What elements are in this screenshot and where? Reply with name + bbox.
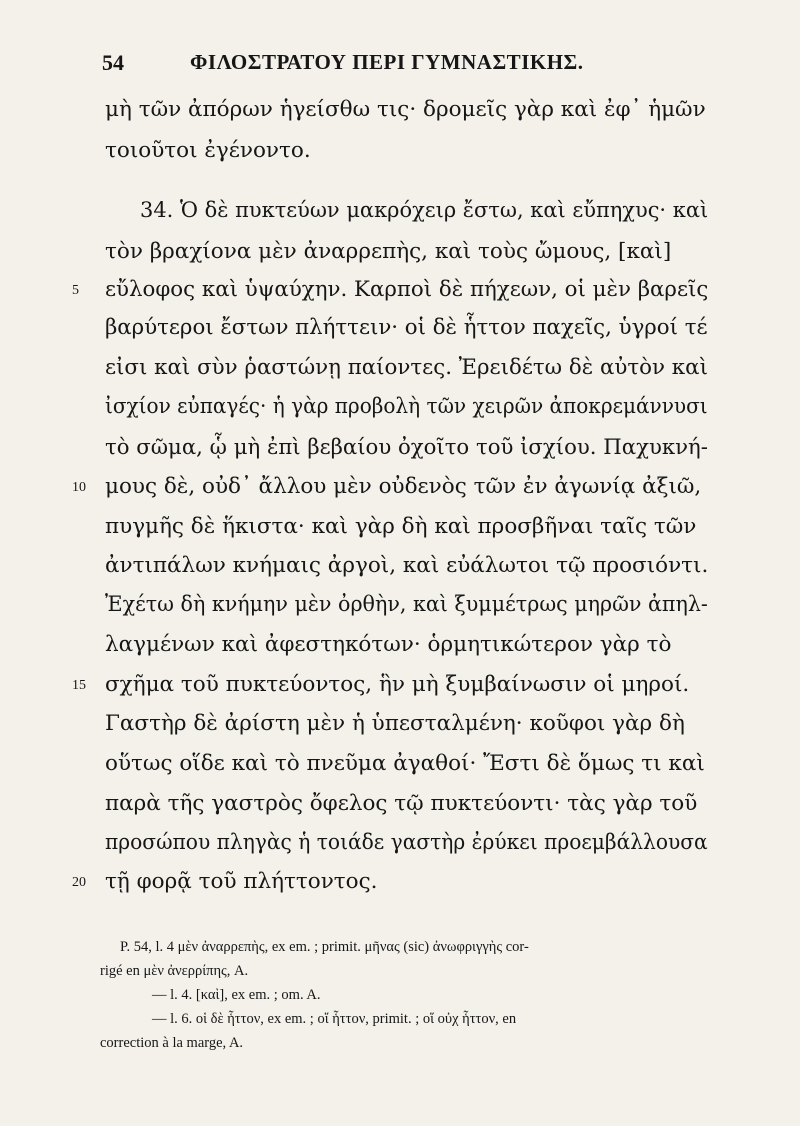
- footnote-line: correction à la marge, A.: [100, 1035, 244, 1051]
- text-line: ἰσχίον εὐπαγές· ἡ γὰρ προβολὴ τῶν χειρῶν ἀποκρεμάννυσι: [105, 394, 708, 419]
- critical-apparatus: [100, 935, 720, 1055]
- text-line: Ἐχέτω δὴ κνήμην μὲν ὀρθὴν, καὶ ξυμμέτρως μηρῶν ἀπηλ-: [105, 592, 708, 617]
- running-title: ΦΙΛΟΣΤΡΑΤΟΥ ΠΕΡΙ ΓΥΜΝΑΣΤΙΚΗΣ.: [190, 50, 584, 74]
- text-line: πυγμῆς δὲ ἥκιστα· καὶ γὰρ δὴ καὶ προσβῆναι ταῖς τῶν: [105, 514, 697, 539]
- footnote-line: P. 54, l. 4 μὲν ἀναρρεπὴς, ex em. ; primit. μῆνας (sic) ἀνωφριγγὴς cor-: [120, 939, 529, 955]
- text-line: μὴ τῶν ἀπόρων ἡγείσθω τις· δρομεῖς γὰρ καὶ ἐφ᾽ ἡμῶν: [105, 97, 706, 122]
- text-line: βαρύτεροι ἔστων πλήττειν· οἱ δὲ ἧττον παχεῖς, ὑγροί τέ: [105, 315, 708, 340]
- text-line: τὸ σῶμα, ᾧ μὴ ἐπὶ βεβαίου ὀχοῖτο τοῦ ἰσχίου. Παχυκνή-: [105, 435, 708, 460]
- text-line: εἰσι καὶ σὺν ῥαστώνῃ παίοντες. Ἐρειδέτω δὲ αὐτὸν καὶ: [105, 355, 708, 380]
- text-line: Γαστὴρ δὲ ἀρίστη μὲν ἡ ὑπεσταλμένη· κοῦφοι γὰρ δὴ: [105, 711, 685, 736]
- line-number-15: 15: [72, 678, 86, 693]
- text-line: ἀντιπάλων κνήμαις ἀργοὶ, καὶ εὐάλωτοι τῷ προσιόντι.: [105, 553, 709, 578]
- section-34-start: 34. Ὁ δὲ πυκτεύων μακρόχειρ ἔστω, καὶ εὔπηχυς· καὶ: [140, 198, 709, 223]
- line-number-10: 10: [72, 480, 86, 495]
- footnote-line: rigé en μὲν ἀνερρίπης, A.: [100, 963, 249, 979]
- text-line: μους δὲ, οὐδ᾽ ἄλλου μὲν οὐδενὸς τῶν ἐν ἀγωνίᾳ ἀξιῶ,: [105, 474, 702, 499]
- line-number-20: 20: [72, 875, 86, 890]
- text-line: σχῆμα τοῦ πυκτεύοντος, ἣν μὴ ξυμβαίνωσιν οἱ μηροί.: [105, 672, 690, 697]
- text-line: τοιοῦτοι ἐγένοντο.: [105, 138, 311, 163]
- text-line: εὔλοφος καὶ ὑψαύχην. Καρποὶ δὲ πήχεων, οἱ μὲν βαρεῖς: [105, 277, 709, 302]
- footnote-line: — l. 6. οἱ δὲ ἧττον, ex em. ; οἵ ἧττον, primit. ; οἵ οὐχ ἧττον, en: [152, 1011, 517, 1027]
- text-line: παρὰ τῆς γαστρὸς ὄφελος τῷ πυκτεύοντι· τὰς γὰρ τοῦ: [105, 791, 698, 816]
- text-line: τὸν βραχίονα μὲν ἀναρρεπὴς, καὶ τοὺς ὤμους, [καὶ]: [105, 239, 672, 264]
- text-line: τῇ φορᾷ τοῦ πλήττοντος.: [105, 869, 378, 894]
- text-line: λαγμένων καὶ ἀφεστηκότων· ὁρμητικώτερον γὰρ τὸ: [105, 632, 672, 657]
- text-line: προσώπου πληγὰς ἡ τοιάδε γαστὴρ ἐρύκει προεμβάλλουσα: [105, 830, 708, 855]
- page-number: 54: [102, 50, 124, 75]
- text-line: οὕτως οἵδε καὶ τὸ πνεῦμα ἀγαθοί· Ἔστι δὲ ὅμως τι καὶ: [105, 751, 705, 776]
- footnote-line: — l. 4. [καὶ], ex em. ; om. A.: [152, 987, 321, 1003]
- line-number-5: 5: [72, 283, 79, 298]
